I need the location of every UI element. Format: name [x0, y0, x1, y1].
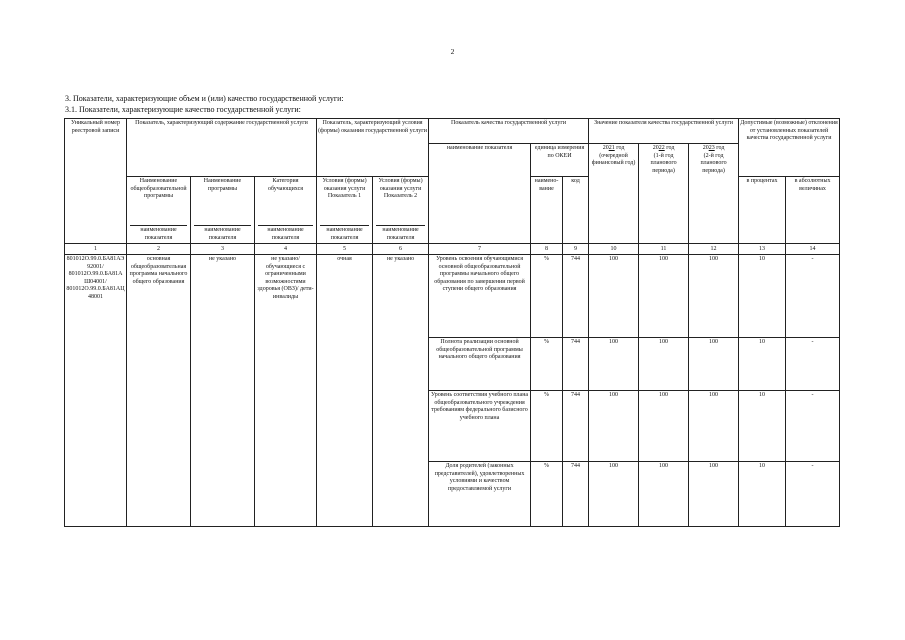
column-number: 12: [689, 244, 739, 255]
column-number: 6: [373, 244, 429, 255]
header-in-absolute: в абсолютных величинах: [786, 177, 840, 244]
value-year-2: 100: [639, 338, 689, 391]
column-number: 10: [589, 244, 639, 255]
quality-indicators-table: [64, 118, 840, 527]
deviation-absolute: -: [786, 338, 840, 391]
indicator-name: Уровень соответствия учебного плана общеобразовательного учреждения требованиям федерального базисного учебного плана: [429, 391, 531, 462]
column-number: 1: [65, 244, 127, 255]
year-2-value: 22: [658, 145, 665, 151]
column-number: 3: [191, 244, 255, 255]
program-type: основная общеобразовательная программа начального общего образования: [127, 255, 191, 527]
header-okei-name: наимено-вание: [531, 177, 563, 244]
year-1-value: 21: [608, 145, 615, 151]
unit-name: %: [531, 255, 563, 338]
deviation-percent: 10: [739, 338, 786, 391]
header-sub-4: Условия (формы) оказания услуги Показатель 1 наименование показателя: [317, 177, 373, 244]
column-number: 4: [255, 244, 317, 255]
header-okei-code: код: [563, 177, 589, 244]
column-number: 9: [563, 244, 589, 255]
header-sub-1: Наименование общеобразовательной программы наименование показателя: [127, 177, 191, 244]
value-year-1: 100: [589, 462, 639, 527]
registry-number: 801012О.99.0.БА81АЭ92001/ 801012О.99.0.БА81АШ04001/ 801012О.99.0.БА81АЦ48001: [65, 255, 127, 527]
header-sub-5: Условия (формы) оказания услуги Показатель 2 наименование показателя: [373, 177, 429, 244]
unit-name: %: [531, 462, 563, 527]
value-year-3: 100: [689, 462, 739, 527]
year-3-value: 23: [708, 145, 715, 151]
program-name: не указано: [191, 255, 255, 527]
header-conditions-indicator: Показатель, характеризующий условия (формы) оказания государственной услуги: [317, 119, 429, 177]
column-number: 2: [127, 244, 191, 255]
deviation-absolute: -: [786, 255, 840, 338]
unit-code: 744: [563, 391, 589, 462]
value-year-3: 100: [689, 391, 739, 462]
header-sub-3: Категория обучающихся наименование показателя: [255, 177, 317, 244]
unit-name: %: [531, 391, 563, 462]
year-1-note: (очередной финансовый год): [591, 152, 636, 166]
value-year-1: 100: [589, 255, 639, 338]
condition-2: не указано: [373, 255, 429, 527]
column-number: 8: [531, 244, 563, 255]
header-content-indicator: Показатель, характеризующий содержание государственной услуги: [127, 119, 317, 177]
value-year-1: 100: [589, 391, 639, 462]
value-year-3: 100: [689, 338, 739, 391]
header-quality-indicator: Показатель качества государственной услуги: [429, 119, 589, 144]
value-year-2: 100: [639, 391, 689, 462]
year-2-note: (1-й год планового периода): [650, 152, 677, 174]
header-year-1: 2021 год (очередной финансовый год): [589, 144, 639, 244]
header-row-1: [65, 119, 840, 144]
unit-name: %: [531, 338, 563, 391]
table-row: [65, 255, 840, 338]
unit-code: 744: [563, 462, 589, 527]
deviation-absolute: -: [786, 391, 840, 462]
deviation-percent: 10: [739, 462, 786, 527]
header-sub-2: Наименование программы наименование показателя: [191, 177, 255, 244]
condition-1: очная: [317, 255, 373, 527]
header-unique-number: Уникальный номер реестровой записи: [65, 119, 127, 244]
indicator-name: Доля родителей (законных представителей), удовлетворенных условиями и качеством предоставляемой услуги: [429, 462, 531, 527]
column-numbers-row: [65, 244, 840, 255]
header-okei-unit: единица измерения по ОКЕИ: [531, 144, 589, 177]
column-number: 14: [786, 244, 840, 255]
student-category: не указано/ обучающиеся с ограниченными возможностями здоровья (ОВЗ)/ дети-инвалиды: [255, 255, 317, 527]
column-number: 7: [429, 244, 531, 255]
column-number: 5: [317, 244, 373, 255]
indicator-name: Уровень освоения обучающимися основной общеобразовательной программы начального общего образования по завершении первой ступени общего образования: [429, 255, 531, 338]
header-year-3: 2023 год (2-й год планового периода): [689, 144, 739, 244]
page-number: 2: [450, 47, 455, 56]
deviation-absolute: -: [786, 462, 840, 527]
unit-code: 744: [563, 338, 589, 391]
column-number: 11: [639, 244, 689, 255]
value-year-2: 100: [639, 255, 689, 338]
section-title: 3. Показатели, характеризующие объем и (или) качество государственной услуги:: [65, 94, 344, 103]
deviation-percent: 10: [739, 255, 786, 338]
subsection-title: 3.1. Показатели, характеризующие качество государственной услуги:: [65, 105, 301, 114]
value-year-3: 100: [689, 255, 739, 338]
header-deviations: Допустимые (возможные) отклонения от установленных показателей качества государственной услуги: [739, 119, 840, 177]
value-year-2: 100: [639, 462, 689, 527]
indicator-name: Полнота реализации основной общеобразовательной программы начального общего образования: [429, 338, 531, 391]
header-indicator-name: наименование показателя: [429, 144, 531, 244]
unit-code: 744: [563, 255, 589, 338]
header-year-2: 2022 год (1-й год планового периода): [639, 144, 689, 244]
header-in-percent: в процентах: [739, 177, 786, 244]
value-year-1: 100: [589, 338, 639, 391]
year-3-note: (2-й год планового периода): [700, 152, 727, 174]
deviation-percent: 10: [739, 391, 786, 462]
column-number: 13: [739, 244, 786, 255]
header-quality-value: Значение показателя качества государственной услуги: [589, 119, 739, 144]
